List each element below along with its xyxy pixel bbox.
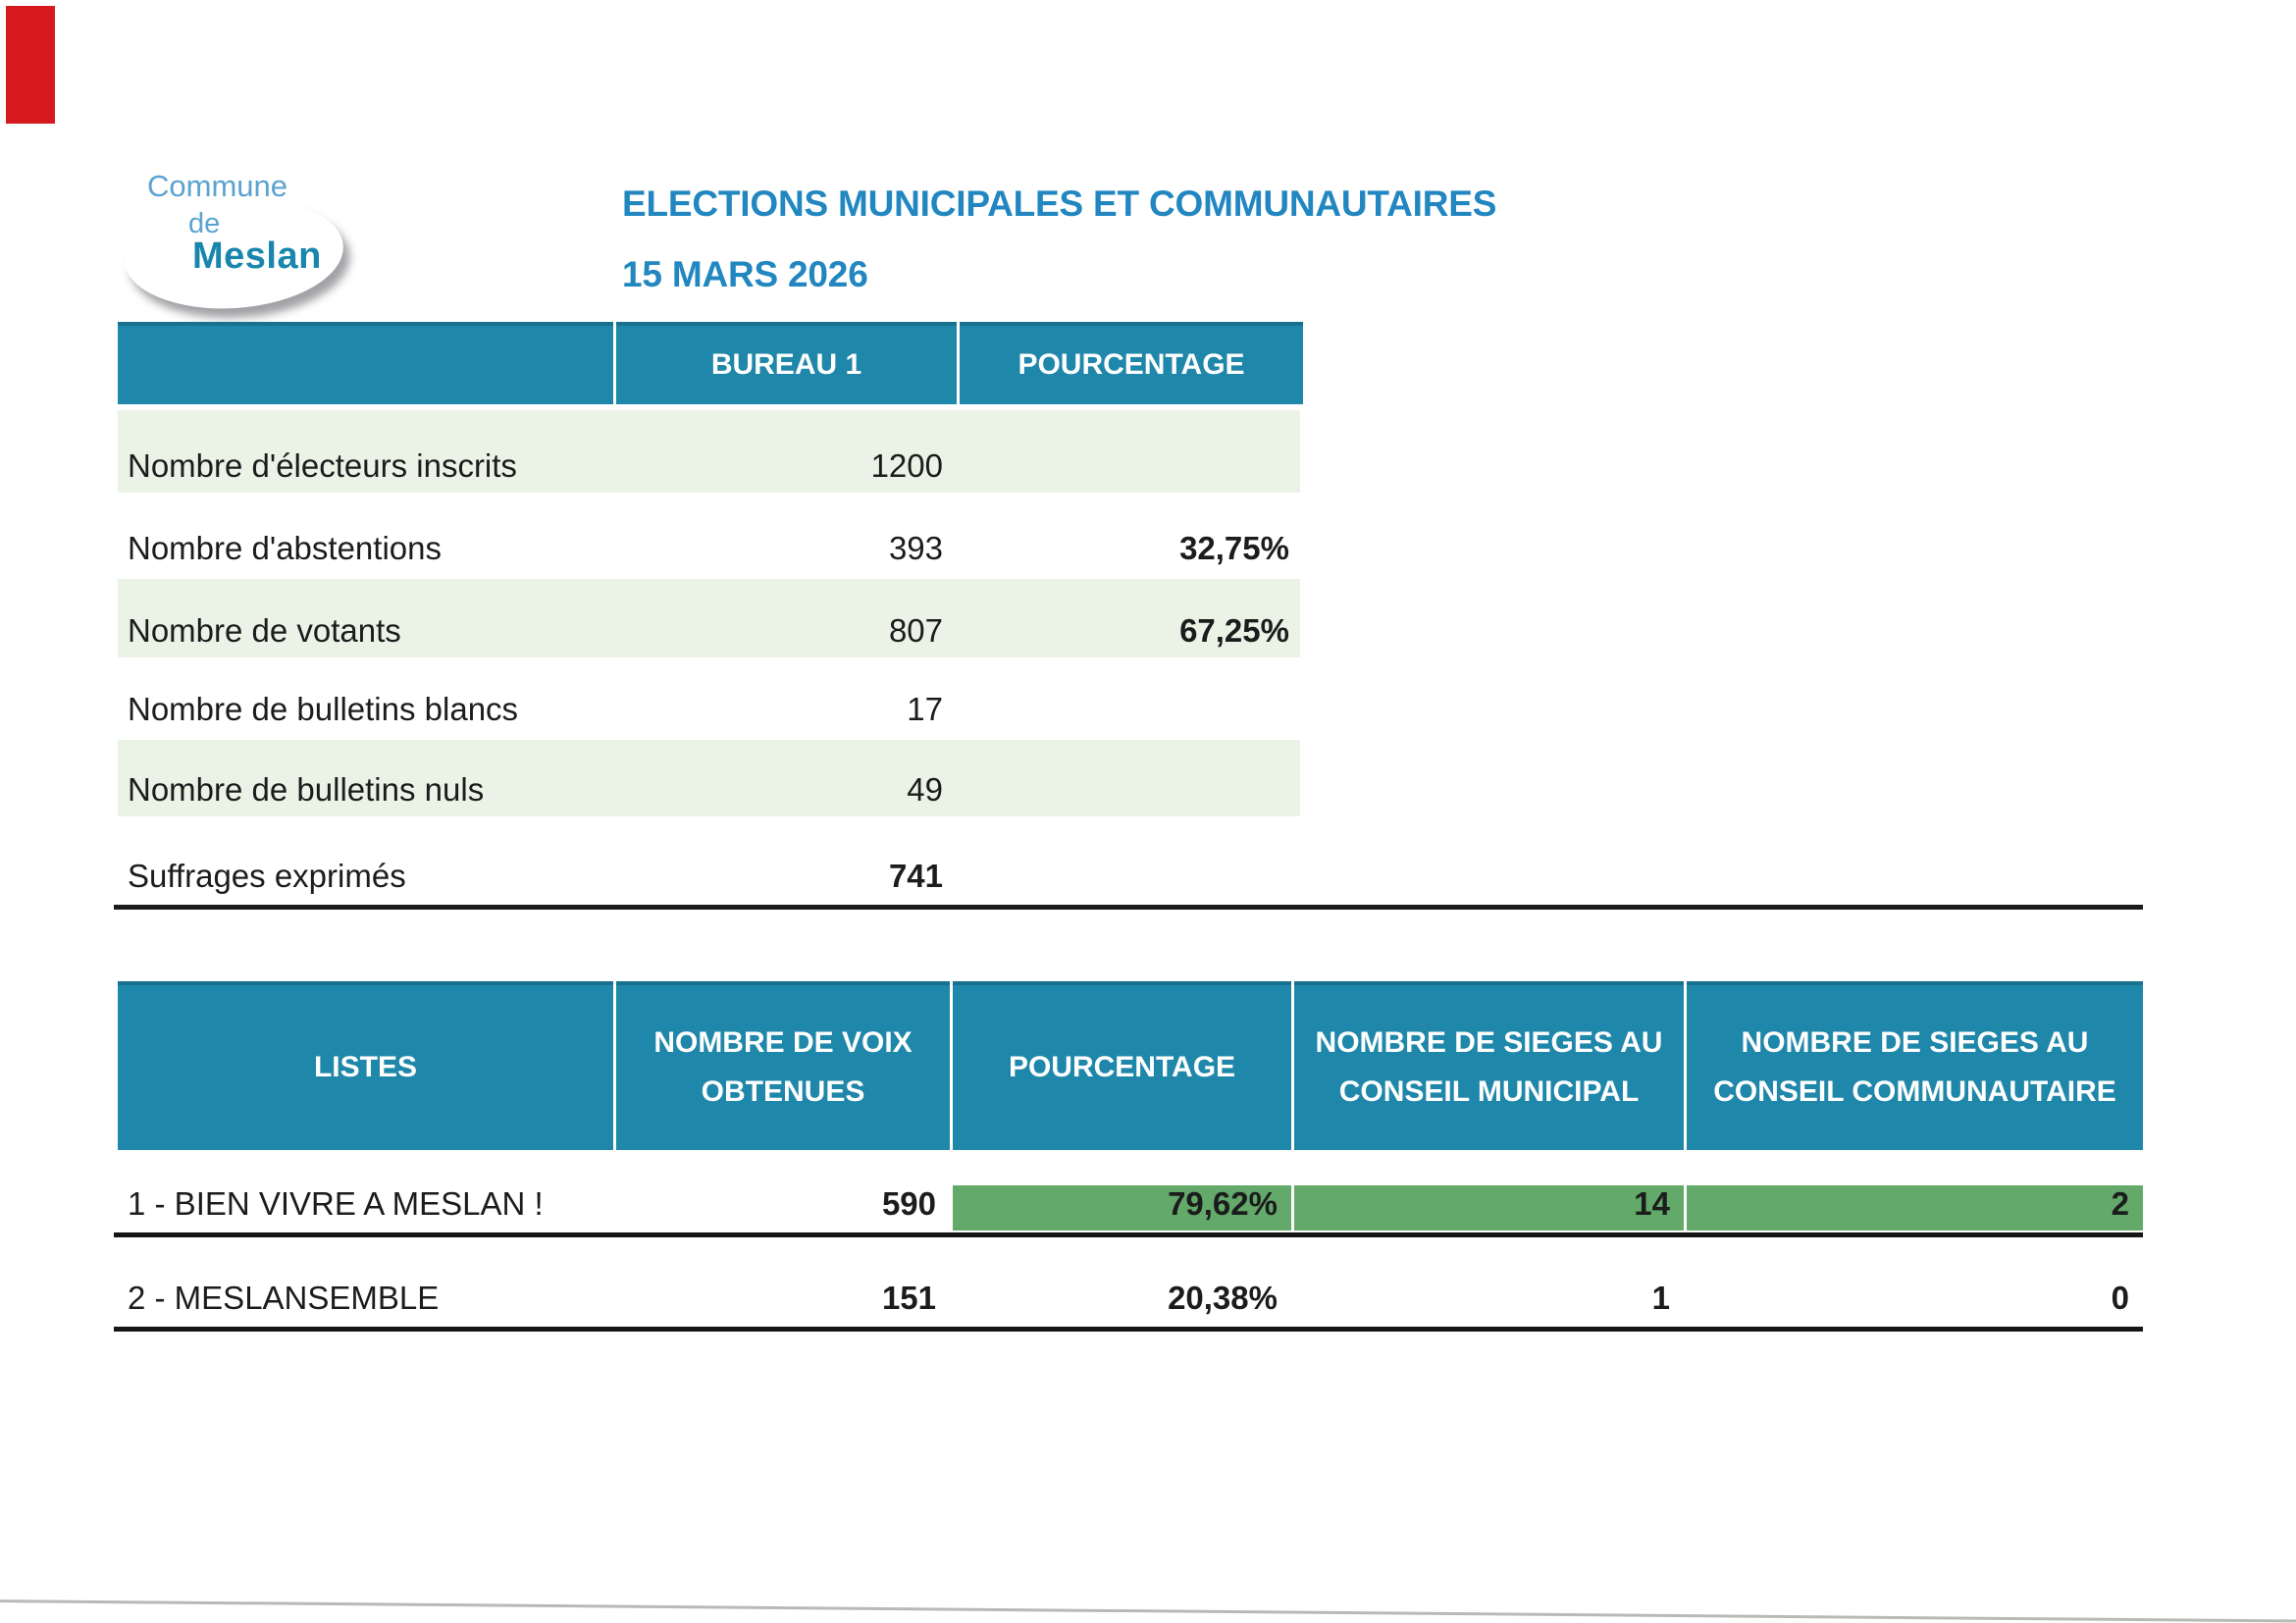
list-pourcentage-value: 20,38%	[1168, 1280, 1278, 1316]
row-pourcentage-value	[960, 895, 1303, 903]
list-sieges-communautaire-value: 2	[1687, 1185, 2143, 1230]
table-row	[118, 1154, 2143, 1230]
table2-header-sieges-communautaire: NOMBRE DE SIEGES AU CONSEIL COMMUNAUTAIRE	[1687, 981, 2143, 1150]
row-bureau1-value: 17	[907, 691, 943, 727]
row-label: Nombre d'abstentions	[128, 530, 442, 566]
table-row	[118, 497, 1300, 575]
table1-header-blank-cell	[118, 322, 613, 404]
title-line1: ELECTIONS MUNICIPALES ET COMMUNAUTAIRES	[622, 183, 1497, 224]
row-bureau1-value: 741	[888, 858, 943, 894]
list-label: 2 - MESLANSEMBLE	[128, 1280, 440, 1316]
row-bureau1-value: 393	[888, 530, 943, 566]
list-voix-value: 151	[881, 1280, 936, 1316]
row-label: Suffrages exprimés	[128, 858, 406, 894]
logo-text-meslan: Meslan	[192, 236, 322, 277]
table-row	[118, 579, 1300, 657]
list-voix-value: 590	[881, 1185, 936, 1222]
table-row	[118, 820, 1300, 903]
list2-underline	[114, 1327, 2143, 1332]
list-pourcentage-value: 79,62%	[953, 1185, 1291, 1230]
table-row	[118, 1260, 2143, 1325]
row-label: Nombre d'électeurs inscrits	[128, 447, 517, 484]
row-label: Nombre de bulletins blancs	[128, 691, 519, 727]
row-bureau1-value: 1200	[870, 447, 943, 484]
row-pourcentage-value	[960, 485, 1303, 493]
participation-table-header	[118, 322, 1303, 404]
table-row	[118, 410, 1300, 493]
list-sieges-municipal-value: 1	[1651, 1280, 1670, 1316]
logo-text-commune: Commune	[147, 169, 287, 203]
row-pourcentage-value: 32,75%	[1179, 530, 1289, 566]
table-row	[118, 740, 1300, 816]
scan-artifact-red-mark	[6, 6, 55, 124]
table-row	[118, 661, 1300, 736]
list-label: 1 - BIEN VIVRE A MESLAN !	[128, 1185, 544, 1222]
page-title	[622, 169, 1496, 310]
list-sieges-municipal-value: 14	[1294, 1185, 1684, 1230]
lists-table-header	[118, 981, 2143, 1150]
row-bureau1-value: 807	[888, 612, 943, 649]
suffrages-underline	[114, 905, 2143, 910]
row-bureau1-value: 49	[907, 771, 943, 808]
table1-header-bureau1: BUREAU 1	[616, 322, 957, 404]
table2-header-sieges-municipal: NOMBRE DE SIEGES AU CONSEIL MUNICIPAL	[1294, 981, 1684, 1150]
title-line2: 15 MARS 2026	[622, 254, 868, 294]
list1-underline	[114, 1232, 2143, 1237]
list-sieges-communautaire-value: 0	[2111, 1280, 2129, 1316]
logo-text-de: de	[188, 208, 221, 239]
row-pourcentage-value: 67,25%	[1179, 612, 1289, 649]
row-pourcentage-value	[960, 809, 1303, 816]
table2-header-pourcentage: POURCENTAGE	[953, 981, 1291, 1150]
scan-page-edge-line	[0, 1599, 2296, 1623]
row-pourcentage-value	[960, 728, 1303, 736]
table2-header-voix: NOMBRE DE VOIX OBTENUES	[616, 981, 950, 1150]
row-label: Nombre de votants	[128, 612, 401, 649]
row-label: Nombre de bulletins nuls	[128, 771, 485, 808]
table1-header-pourcentage: POURCENTAGE	[960, 322, 1303, 404]
table2-header-listes: LISTES	[118, 981, 613, 1150]
